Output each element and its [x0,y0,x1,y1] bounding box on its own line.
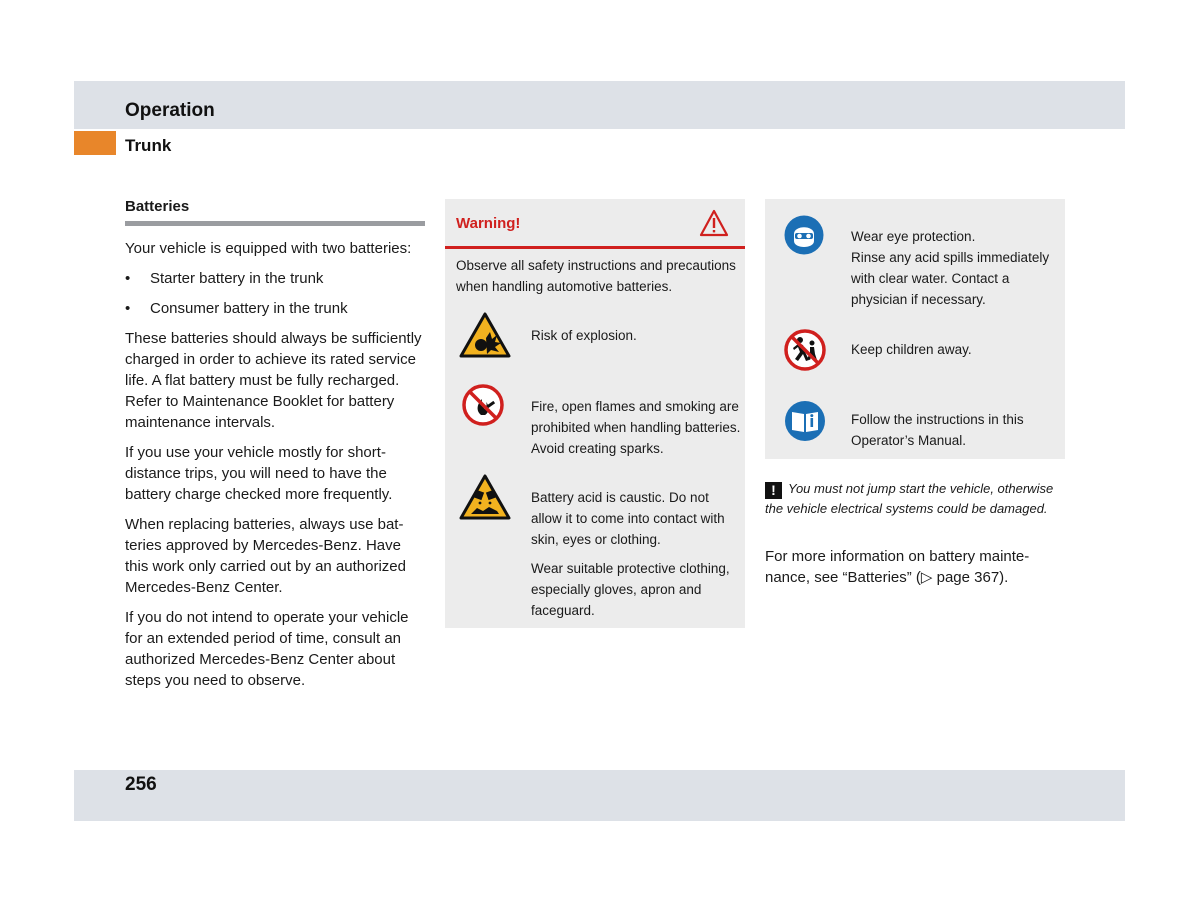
section-title: Operation [125,100,215,121]
batteries-heading: Batteries [125,198,190,215]
batteries-intro: Your vehicle is equipped with two batteries: [125,240,412,257]
keep-children-away-icon [783,328,827,372]
body-paragraph: These batteries should always be sufficiently charged in order to achieve its rated service life. A flat battery must be fully recharged. Refer to Maintenance Booklet for battery maintenance intervals. [125,330,422,431]
acid-spill-text: Rinse any acid spills immediately with clear water. Contact a physician if necessary. [851,250,1050,307]
eye-protection-icon [783,214,825,256]
damage-notice [765,479,1065,518]
no-open-flame-icon [459,382,511,428]
page-number: 256 [125,774,157,795]
warning-intro: Observe all safety instructions and precautions when handling automotive batteries. [456,258,736,294]
explosion-hazard-icon [459,312,511,358]
more-info-text: For more information on battery maintenance, see “Batteries” (▷ page 367). [765,548,1030,586]
bullet: • [125,270,131,287]
heading-rule [125,221,425,226]
body-paragraph: When replacing batteries, always use batteries approved by Mercedes-Benz. Have this work only carried out by an authorized Mercedes-Benz Center. [125,516,406,596]
header-band [74,81,1125,129]
body-paragraph: If you use your vehicle mostly for short-distance trips, you will need to have the battery charge checked more frequently. [125,444,393,503]
warning-box [445,199,745,628]
warning-triangle-icon [699,209,729,237]
manual-instructions-text: Follow the instructions in this Operator’s Manual. [851,412,1024,448]
exclamation-icon: ! [765,482,782,499]
footer-band [74,770,1125,821]
safety-signs-box [765,199,1065,459]
section-marker [74,131,116,155]
battery-list [125,268,425,319]
operators-manual-icon [783,399,827,443]
body-paragraph: If you do not intend to operate your vehicle for an extended period of time, consult an authorized Mercedes-Benz Center about steps you need to observe. [125,609,409,689]
eye-protection-text: Wear eye protection. [851,229,976,244]
batteries-column [125,196,425,700]
notice-text: You must not jump start the vehicle, otherwise the vehicle electrical systems could be damaged. [765,481,1054,516]
keep-children-away-text: Keep children away. [851,342,972,357]
acid-warning: Battery acid is caustic. Do not allow it to come into contact with skin, eyes or clothing. [531,490,725,547]
protective-clothing-note: Wear suitable protective clothing, especially gloves, apron and faceguard. [531,561,730,618]
bullet: • [125,300,131,317]
subsection-title: Trunk [125,136,172,155]
list-item: • Starter battery in the trunk [125,270,324,287]
explosion-warning: Risk of explosion. [531,328,637,343]
warning-rule [445,246,745,249]
flame-warning: Fire, open flames and smoking are prohibited when handling batteries. Avoid creating sparks. [531,399,741,456]
corrosive-hazard-icon [459,474,511,520]
list-item: • Consumer battery in the trunk [125,300,348,317]
warning-title: Warning! [456,215,521,232]
